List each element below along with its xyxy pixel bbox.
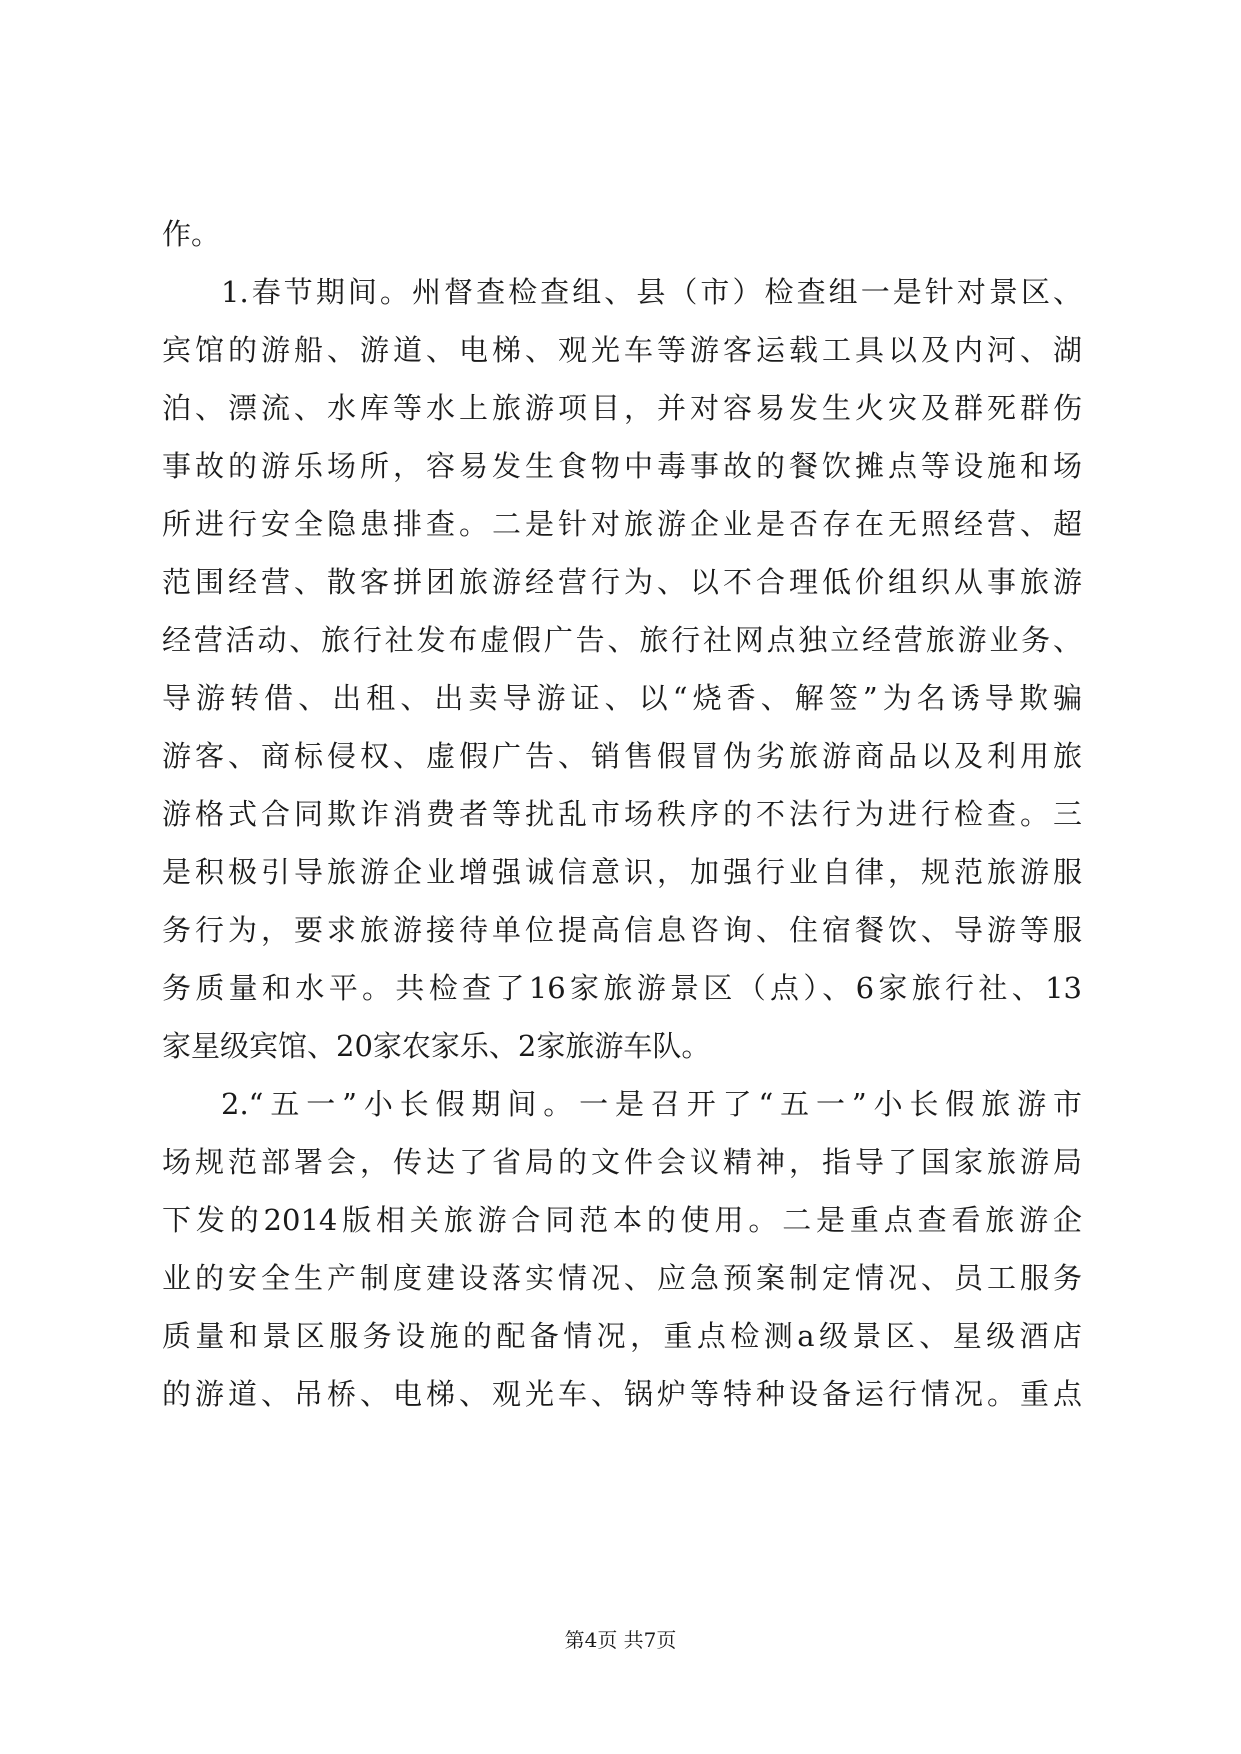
text-line: 是积极引导旅游企业增强诚信意识，加强行业自律，规范旅游服	[162, 855, 1082, 889]
text-line: 所进行安全隐患排查。二是针对旅游企业是否存在无照经营、超	[162, 507, 1082, 541]
text-line: 务行为，要求旅游接待单位提高信息咨询、住宿餐饮、导游等服	[162, 913, 1082, 947]
text-line: 务质量和水平。共检查了16家旅游景区（点）、6家旅行社、13	[162, 971, 1082, 1005]
text-line: 导游转借、出租、出卖导游证、以“烧香、解签”为名诱导欺骗	[162, 681, 1082, 715]
text-line: 1.春节期间。州督查检查组、县（市）检查组一是针对景区、	[221, 275, 1082, 309]
text-line: 作。	[162, 217, 221, 251]
text-line: 宾馆的游船、游道、电梯、观光车等游客运载工具以及内河、湖	[162, 333, 1082, 367]
text-line: 家星级宾馆、20家农家乐、2家旅游车队。	[162, 1029, 711, 1063]
text-line: 2.“五一”小长假期间。一是召开了“五一”小长假旅游市	[221, 1087, 1082, 1121]
page-number: 第4页 共7页	[564, 1628, 677, 1652]
text-line: 泊、漂流、水库等水上旅游项目，并对容易发生火灾及群死群伤	[162, 391, 1082, 425]
text-line: 场规范部署会，传达了省局的文件会议精神，指导了国家旅游局	[162, 1145, 1082, 1179]
text-line: 范围经营、散客拼团旅游经营行为、以不合理低价组织从事旅游	[162, 565, 1082, 599]
text-line: 经营活动、旅行社发布虚假广告、旅行社网点独立经营旅游业务、	[162, 623, 1082, 657]
text-line: 游客、商标侵权、虚假广告、销售假冒伪劣旅游商品以及利用旅	[162, 739, 1082, 773]
text-line: 事故的游乐场所，容易发生食物中毒事故的餐饮摊点等设施和场	[162, 449, 1082, 483]
text-line: 游格式合同欺诈消费者等扰乱市场秩序的不法行为进行检查。三	[162, 797, 1082, 831]
text-line: 下发的2014版相关旅游合同范本的使用。二是重点查看旅游企	[162, 1203, 1082, 1237]
text-line: 业的安全生产制度建设落实情况、应急预案制定情况、员工服务	[162, 1261, 1082, 1295]
text-line: 质量和景区服务设施的配备情况，重点检测a级景区、星级酒店	[162, 1319, 1082, 1353]
text-line: 的游道、吊桥、电梯、观光车、锅炉等特种设备运行情况。重点	[162, 1377, 1082, 1411]
